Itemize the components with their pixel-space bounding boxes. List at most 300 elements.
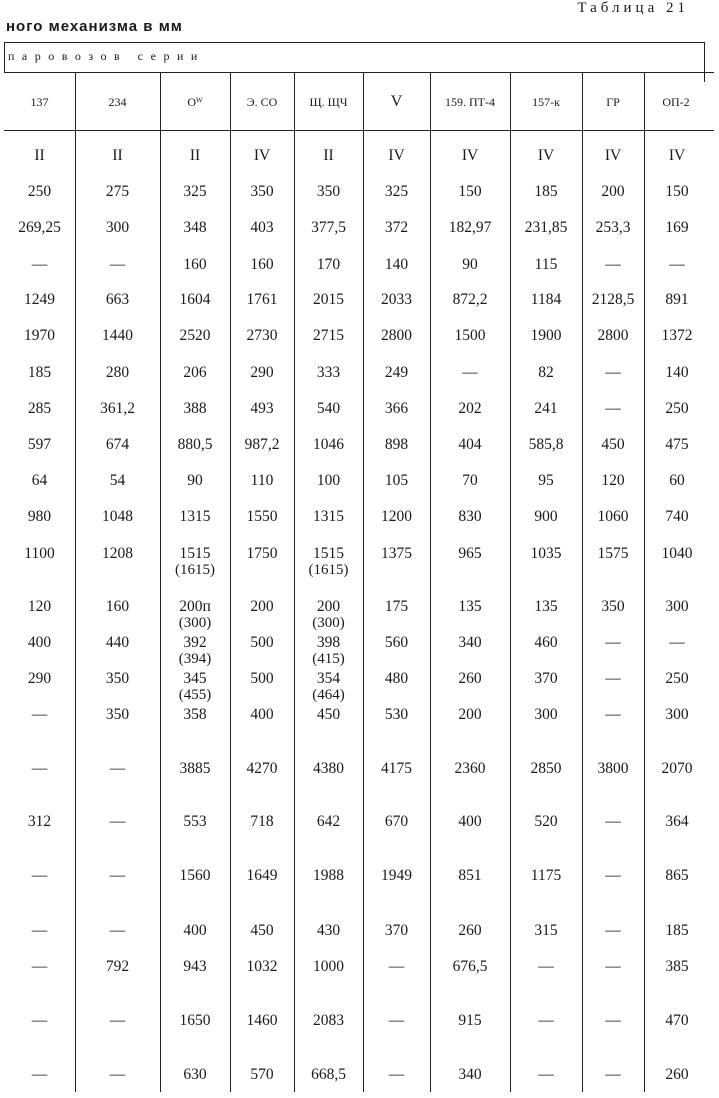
table-cell (510, 183, 582, 200)
cell-value: 1649 (246, 867, 278, 884)
cell-value: 388 (183, 400, 207, 417)
cell-alt-value: (455) (178, 687, 212, 703)
table-cell (644, 147, 710, 164)
table-cell (4, 760, 75, 777)
cell-value: 676,5 (452, 958, 488, 975)
table-number: Таблица 21 (577, 0, 689, 16)
cell-value: 943 (183, 958, 207, 975)
table-cell (294, 634, 363, 668)
table-cell (160, 670, 230, 704)
table-cell (430, 400, 510, 417)
table-cell (582, 508, 644, 525)
cell-alt-value: (1615) (308, 562, 349, 578)
cell-value: 2850 (530, 760, 562, 777)
table-cell (294, 436, 363, 453)
cell-value: 1575 (597, 545, 629, 562)
cell-value: 358 (183, 706, 207, 723)
cell-value: 90 (462, 256, 478, 273)
cell-value: 965 (458, 545, 482, 562)
cell-value: — (605, 1066, 621, 1083)
table-cell (510, 472, 582, 489)
table-cell (363, 634, 430, 651)
table-cell (644, 256, 710, 273)
cell-value: — (31, 706, 48, 723)
table-cell (75, 760, 160, 777)
table-cell (644, 364, 710, 381)
table-cell (363, 867, 430, 884)
cell-value: 364 (665, 813, 689, 830)
cell-value: — (669, 256, 685, 273)
cell-value: IV (668, 147, 686, 164)
table-cell (230, 364, 294, 381)
table-cell (75, 256, 160, 273)
cell-value: — (669, 634, 685, 651)
cell-value: 135 (458, 598, 482, 615)
table-cell (4, 472, 75, 489)
cell-value: 1970 (24, 327, 55, 344)
table-cell (230, 436, 294, 453)
cell-value: 493 (250, 400, 274, 417)
cell-value: 1949 (381, 867, 412, 884)
table-cell (4, 327, 75, 344)
table-cell (230, 1012, 294, 1029)
table-cell (75, 364, 160, 381)
cell-value: 350 (105, 670, 130, 687)
table-cell (582, 634, 644, 651)
cell-value: 285 (27, 400, 52, 417)
table-cell (294, 922, 363, 939)
cell-value: 354 (316, 670, 341, 687)
cell-value: 231,85 (524, 219, 568, 236)
cell-value: 150 (665, 183, 689, 200)
table-cell (510, 813, 582, 830)
table-cell (644, 183, 710, 200)
table-cell (230, 291, 294, 308)
cell-value: 450 (250, 922, 274, 939)
table-cell (510, 1012, 582, 1029)
cell-value: 404 (458, 436, 482, 453)
table-cell (363, 256, 430, 273)
table-cell (75, 598, 160, 615)
table-cell (430, 472, 510, 489)
table-cell (160, 706, 230, 723)
table-cell (644, 545, 710, 562)
cell-value: 2800 (597, 327, 629, 344)
cell-value: 898 (384, 436, 409, 453)
cell-value: 200 (250, 598, 274, 615)
table-cell (510, 958, 582, 975)
table-cell (4, 183, 75, 200)
table-cell (230, 327, 294, 344)
table-cell (644, 291, 710, 308)
table-cell (363, 327, 430, 344)
table-cell (230, 958, 294, 975)
table-cell (582, 867, 644, 884)
table-cell (160, 813, 230, 830)
cell-value: 1000 (313, 958, 344, 975)
cell-value: — (605, 813, 621, 830)
table-cell (4, 508, 75, 525)
table-cell (160, 219, 230, 236)
table-cell (582, 147, 644, 164)
table-cell (363, 472, 430, 489)
cell-value: — (31, 867, 48, 884)
cell-value: 2715 (313, 327, 344, 344)
column-header: 234 (108, 95, 127, 109)
cell-value: 880,5 (177, 436, 213, 453)
table-cell (363, 545, 430, 562)
table-cell (230, 706, 294, 723)
cell-value: 160 (250, 256, 274, 273)
cell-value: 185 (534, 183, 558, 200)
table-cell (430, 291, 510, 308)
table-cell (363, 760, 430, 777)
cell-value: 400 (27, 634, 52, 651)
cell-value: 865 (665, 867, 689, 884)
cell-value: 740 (665, 508, 689, 525)
table-cell (430, 436, 510, 453)
table-cell (510, 760, 582, 777)
cell-value: 4380 (313, 760, 344, 777)
cell-value: 1500 (454, 327, 486, 344)
table-cell (160, 1066, 230, 1083)
table-cell (160, 598, 230, 632)
table-cell (582, 472, 644, 489)
cell-value: 1375 (381, 545, 412, 562)
table-cell (230, 867, 294, 884)
table-cell (75, 545, 160, 562)
table-cell (230, 508, 294, 525)
header-bottom-rule (4, 130, 714, 131)
cell-value: 3800 (597, 760, 629, 777)
table-cell (582, 327, 644, 344)
table-cell (363, 364, 430, 381)
cell-value: 64 (31, 472, 48, 489)
cell-value: 135 (534, 598, 558, 615)
cell-value: 1315 (313, 508, 344, 525)
table-cell (582, 922, 644, 939)
cell-value: — (31, 760, 48, 777)
table-cell (644, 706, 710, 723)
table-cell (75, 1012, 160, 1029)
table-cell (430, 634, 510, 651)
table-cell (4, 291, 75, 308)
cell-value: 668,5 (311, 1066, 346, 1083)
table-cell (160, 400, 230, 417)
table-cell (294, 291, 363, 308)
cell-value: 392 (183, 634, 207, 651)
table-cell (510, 219, 582, 236)
table-cell (230, 598, 294, 615)
table-cell (430, 219, 510, 236)
table-cell (430, 706, 510, 723)
cell-value: 400 (250, 706, 274, 723)
table-cell (363, 147, 430, 164)
cell-value: — (109, 760, 126, 777)
cell-alt-value: (394) (178, 651, 212, 667)
table-cell (510, 545, 582, 562)
cell-value: 340 (458, 634, 482, 651)
cell-value: 1988 (313, 867, 344, 884)
column-header: 137 (30, 95, 49, 109)
cell-value: 185 (665, 922, 689, 939)
cell-value: 450 (316, 706, 341, 723)
cell-value: 348 (183, 219, 207, 236)
cell-value: 280 (105, 364, 130, 381)
table-cell (75, 634, 160, 651)
cell-alt-value: (464) (312, 687, 345, 703)
cell-value: 891 (665, 291, 689, 308)
cell-value: 1184 (530, 291, 562, 308)
cell-value: 1460 (246, 1012, 278, 1029)
table-cell (582, 436, 644, 453)
cell-value: 430 (316, 922, 341, 939)
cell-value: 260 (665, 1066, 689, 1083)
table-cell (294, 813, 363, 830)
cell-value: 642 (316, 813, 341, 830)
cell-value: 300 (534, 706, 558, 723)
cell-value: 241 (534, 400, 558, 417)
cell-value: 3885 (179, 760, 211, 777)
cell-value: 1249 (24, 291, 55, 308)
table-cell (294, 364, 363, 381)
table-cell (160, 958, 230, 975)
table-cell (510, 867, 582, 884)
cell-value: 120 (27, 598, 52, 615)
table-cell (430, 508, 510, 525)
cell-value: 160 (183, 256, 207, 273)
table-cell (4, 670, 75, 687)
table-cell (363, 1012, 430, 1029)
table-cell (582, 545, 644, 562)
cell-value: 140 (384, 256, 409, 273)
cell-value: IV (537, 147, 555, 164)
cell-value: — (605, 400, 621, 417)
cell-value: 269,25 (18, 219, 61, 236)
table-cell (644, 670, 710, 687)
table-cell (294, 508, 363, 525)
cell-value: 440 (105, 634, 130, 651)
table-cell (510, 400, 582, 417)
cell-value: II (323, 147, 334, 164)
cell-value: — (605, 364, 621, 381)
group-header-rule (4, 72, 714, 73)
cell-value: 60 (669, 472, 685, 489)
cell-value: 175 (384, 598, 409, 615)
cell-value: 670 (384, 813, 409, 830)
table-cell (644, 598, 710, 615)
table-cell (230, 219, 294, 236)
cell-value: 372 (384, 219, 409, 236)
table-cell (510, 436, 582, 453)
cell-value: 2033 (381, 291, 412, 308)
cell-value: 980 (27, 508, 52, 525)
cell-value: 275 (105, 183, 130, 200)
table-cell (644, 508, 710, 525)
table-cell (510, 291, 582, 308)
cell-value: 1650 (179, 1012, 211, 1029)
cell-value: — (605, 958, 621, 975)
table-cell (644, 436, 710, 453)
column-header: Щ. ЩЧ (309, 95, 348, 109)
column-header: V (390, 93, 403, 110)
table-cell (160, 1012, 230, 1029)
cell-value: 300 (665, 598, 689, 615)
cell-value: — (538, 958, 554, 975)
table-cell (160, 256, 230, 273)
table-cell (644, 1066, 710, 1083)
cell-value: 385 (665, 958, 689, 975)
table-cell (294, 760, 363, 777)
cell-value: 150 (458, 183, 482, 200)
cell-value: 400 (458, 813, 482, 830)
cell-value: — (605, 867, 621, 884)
table-cell (4, 364, 75, 381)
table-cell (294, 598, 363, 632)
cell-value: 115 (534, 256, 558, 273)
cell-value: 1761 (246, 291, 278, 308)
table-cell (430, 670, 510, 687)
table-cell (363, 508, 430, 525)
cell-value: — (388, 958, 405, 975)
table-cell (430, 922, 510, 939)
cell-value: 333 (316, 364, 341, 381)
cell-value: — (605, 256, 621, 273)
cell-value: 4175 (381, 760, 412, 777)
table-cell (230, 472, 294, 489)
table-cell (363, 598, 430, 615)
table-cell (160, 867, 230, 884)
cell-value: 1032 (246, 958, 278, 975)
cell-value: IV (604, 147, 622, 164)
table-cell (4, 219, 75, 236)
cell-value: 663 (105, 291, 130, 308)
table-cell (644, 867, 710, 884)
table-cell (363, 706, 430, 723)
cell-value: 851 (458, 867, 482, 884)
table-cell (4, 922, 75, 939)
table-cell (4, 147, 75, 164)
cell-value: 1440 (102, 327, 133, 344)
cell-value: 140 (665, 364, 689, 381)
cell-value: 200 (316, 598, 341, 615)
table-cell (294, 958, 363, 975)
cell-value: 475 (665, 436, 689, 453)
table-cell (75, 291, 160, 308)
table-cell (644, 958, 710, 975)
table-cell (582, 670, 644, 687)
table-cell (75, 706, 160, 723)
cell-value: 520 (534, 813, 558, 830)
table-cell (510, 327, 582, 344)
table-cell (644, 219, 710, 236)
cell-value: — (605, 670, 621, 687)
table-cell (510, 256, 582, 273)
table-cell (4, 598, 75, 615)
cell-value: 470 (665, 1012, 689, 1029)
table-cell (644, 813, 710, 830)
table-cell (230, 545, 294, 562)
cell-value: 718 (250, 813, 274, 830)
table-cell (4, 706, 75, 723)
table-cell (430, 256, 510, 273)
cell-value: 300 (665, 706, 689, 723)
cell-value: 105 (384, 472, 409, 489)
cell-value: 82 (538, 364, 554, 381)
table-cell (160, 545, 230, 579)
table-cell (4, 436, 75, 453)
table-cell (363, 436, 430, 453)
table-cell (294, 472, 363, 489)
table-cell (363, 219, 430, 236)
cell-value: 2015 (313, 291, 344, 308)
cell-value: 340 (458, 1066, 482, 1083)
table-cell (582, 706, 644, 723)
table-cell (4, 634, 75, 651)
cell-value: 560 (384, 634, 409, 651)
table-cell (644, 634, 710, 651)
cell-alt-value: (300) (178, 615, 212, 631)
cell-value: 400 (183, 922, 207, 939)
cell-value: — (31, 256, 48, 273)
table-cell (230, 813, 294, 830)
table-cell (582, 598, 644, 615)
cell-value: — (605, 922, 621, 939)
cell-value: — (31, 1012, 48, 1029)
cell-value: 70 (462, 472, 478, 489)
table-cell (75, 147, 160, 164)
column-header: ОП-2 (662, 95, 690, 109)
cell-value: — (538, 1012, 554, 1029)
table-cell (644, 472, 710, 489)
table-cell (510, 1066, 582, 1083)
cell-value: 792 (105, 958, 130, 975)
table-cell (75, 958, 160, 975)
table-cell (160, 147, 230, 164)
table-cell (4, 400, 75, 417)
cell-value: 1515 (313, 545, 344, 562)
cell-value: 1750 (246, 545, 278, 562)
table-cell (582, 400, 644, 417)
top-rule (4, 42, 704, 43)
table-cell (582, 291, 644, 308)
table-cell (582, 813, 644, 830)
table-cell (294, 147, 363, 164)
cell-value: 4270 (246, 760, 278, 777)
table-cell (582, 183, 644, 200)
table-cell (430, 867, 510, 884)
cell-value: 900 (534, 508, 558, 525)
cell-value: II (34, 147, 45, 164)
table-cell (75, 867, 160, 884)
cell-value: 325 (183, 183, 207, 200)
cell-value: 100 (316, 472, 341, 489)
cell-value: — (31, 922, 48, 939)
cell-alt-value: (300) (312, 615, 345, 631)
table-cell (582, 364, 644, 381)
table-cell (430, 183, 510, 200)
table-cell (363, 813, 430, 830)
table-cell (430, 364, 510, 381)
cell-value: 312 (27, 813, 52, 830)
cell-value: 1550 (246, 508, 278, 525)
cell-value: — (31, 1066, 48, 1083)
cell-value: IV (461, 147, 479, 164)
cell-value: 2128,5 (591, 291, 635, 308)
table-cell (294, 219, 363, 236)
cell-value: — (605, 634, 621, 651)
table-cell (510, 508, 582, 525)
